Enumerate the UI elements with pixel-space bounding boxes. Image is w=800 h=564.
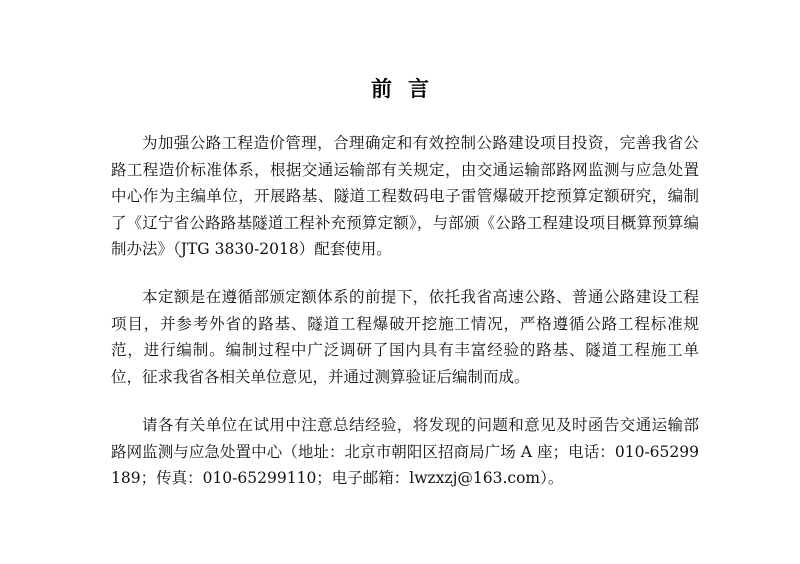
paragraph-purpose: 为加强公路工程造价管理，合理确定和有效控制公路建设项目投资，完善我省公路工程造价标准体系，根据交通运输部有关规定，由交通运输部路网监测与应急处置中心作为主编单位，开展路基、隧道工程数码电子雷管爆破开挖预算定额研究，编制了《辽宁省公路路基隧道工程补充预算定额》，与部颁《公路工程建设项目概算预算编制办法》（JTG 3830-2018）配套使用。 <box>111 134 699 258</box>
page-title: 前言 <box>371 77 445 101</box>
paragraph-feedback-contact: 请各有关单位在试用中注意总结经验，将发现的问题和意见及时函告交通运输部路网监测与应急处置中心（地址：北京市朝阳区招商局广场 A 座；电话：010-65299189；传真：010-65299110；电子邮箱：lwzxzj@163.com）。 <box>111 416 699 487</box>
paragraph-basis: 本定额是在遵循部颁定额体系的前提下，依托我省高速公路、普通公路建设工程项目，并参考外省的路基、隧道工程爆破开挖施工情况，严格遵循公路工程标准规范，进行编制。编制过程中广泛调研了国内具有丰富经验的路基、隧道工程施工单位，征求我省各相关单位意见，并通过测算验证后编制而成。 <box>111 288 699 386</box>
